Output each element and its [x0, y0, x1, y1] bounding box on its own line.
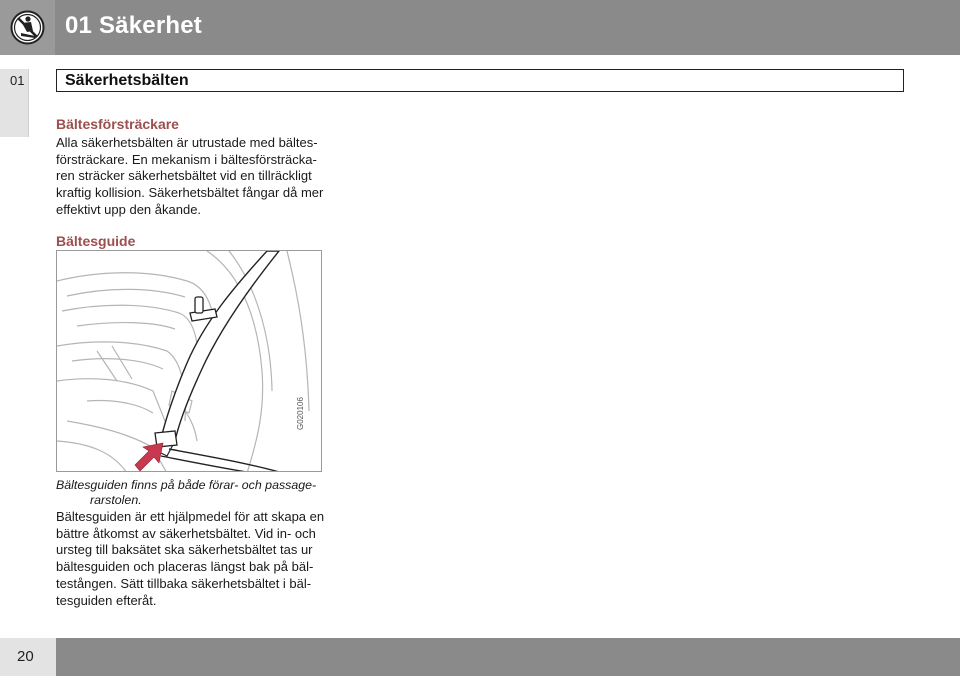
text-line: kraftig kollision. Säkerhetsbältet fångar då mer	[56, 185, 324, 201]
belt-guide-illustration	[56, 250, 322, 472]
text-line: försträckare. En mekanism i bältesförsträcka-	[56, 151, 317, 167]
section-title: Säkerhetsbälten	[65, 72, 189, 89]
page-title: 01 Säkerhet	[65, 12, 202, 39]
text-line: ren sträcker säkerhetsbältet vid en tillräckligt	[56, 168, 312, 184]
text-line: Alla säkerhetsbälten är utrustade med bältes-	[56, 135, 318, 150]
text-line: bättre åtkomst av säkerhetsbältet. Vid in- och	[56, 525, 316, 541]
header-icon-box	[0, 0, 55, 55]
section-header	[56, 69, 904, 92]
caption-line: rarstolen.	[90, 493, 142, 507]
text-line: bältesguiden och placeras längst bak på bäl-	[56, 559, 314, 575]
caption-line: Bältesguiden finns på både förar- och passage-	[56, 478, 317, 492]
text-line: tesguiden efteråt.	[56, 592, 157, 608]
text-line: effektivt upp den åkande.	[56, 201, 202, 217]
seatbelt-warning-icon	[9, 9, 46, 46]
text-line: ursteg till baksätet ska säkerhetsbältet tas ur	[56, 542, 313, 558]
chapter-tab-label: 01	[10, 73, 25, 88]
belt-guide-text	[56, 509, 326, 609]
footer-bar	[0, 638, 960, 676]
text-line: testången. Sätt tillbaka säkerhetsbältet i bäl-	[56, 575, 312, 591]
belt-guide-heading: Bältesguide	[56, 233, 136, 249]
text-line: Bältesguiden är ett hjälpmedel för att skapa en	[56, 509, 325, 524]
arrow-indicator-icon	[135, 443, 163, 471]
belt-guide-caption	[56, 478, 326, 508]
seat-belt-guide-drawing	[57, 251, 322, 472]
page-number: 20	[17, 648, 34, 665]
belt-tensioner-heading: Bältesförsträckare	[56, 116, 179, 132]
belt-tensioner-text	[56, 135, 326, 219]
belt-guide-heading-wrap	[56, 233, 326, 249]
figure-code: G020106	[296, 397, 305, 430]
belt-tensioner-section	[56, 116, 326, 219]
